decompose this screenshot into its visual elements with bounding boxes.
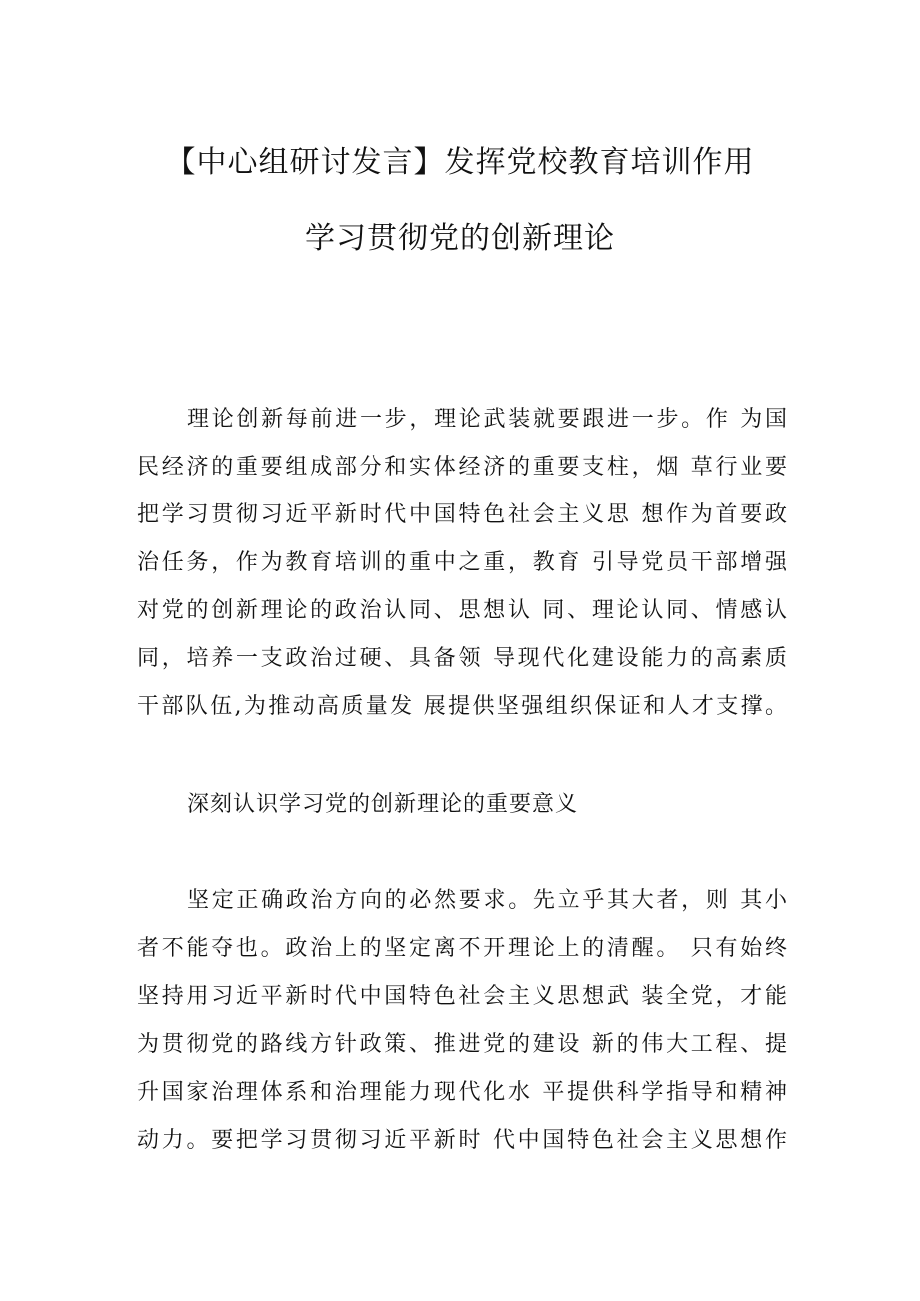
paragraph-line: 民经济的重要组成部分和实体经济的重要支柱，烟 草行业要 [137, 455, 787, 480]
paragraph-line: 把学习贯彻习近平新时代中国特色社会主义思 想作为首要政 [137, 502, 787, 527]
paragraph-line: 干部队伍,为推动高质量发 展提供坚强组织保证和人才支撑。 [137, 694, 787, 719]
paragraph-line: 者不能夺也。政治上的坚定离不开理论上的清醒。 只有始终 [137, 936, 787, 961]
paragraph-line: 同，培养一支政治过硬、具备领 导现代化建设能力的高素质 [137, 646, 787, 671]
paragraph-line: 对党的创新理论的政治认同、思想认 同、理论认同、情感认 [137, 598, 787, 623]
paragraph-line: 为贯彻党的路线方针政策、推进党的建设 新的伟大工程、提 [137, 1032, 787, 1057]
paragraph-line: 治任务，作为教育培训的重中之重，教育 引导党员干部增强 [137, 550, 787, 575]
paragraph-line: 理论创新每前进一步，理论武装就要跟进一步。作 为国 [187, 407, 787, 432]
section-heading: 深刻认识学习党的创新理论的重要意义 [187, 792, 579, 817]
document-title-line-1: 【中心组研讨发言】发挥党校教育培训作用 [165, 145, 755, 180]
document-title-line-2: 学习贯彻党的创新理论 [305, 221, 615, 256]
paragraph-line: 升国家治理体系和治理能力现代化水 平提供科学指导和精神 [137, 1080, 787, 1105]
paragraph-line: 坚定正确政治方向的必然要求。先立乎其大者，则 其小 [187, 888, 787, 913]
paragraph-line: 坚持用习近平新时代中国特色社会主义思想武 装全党，才能 [137, 984, 787, 1009]
paragraph-line: 动力。要把学习贯彻习近平新时 代中国特色社会主义思想作 [137, 1128, 787, 1153]
